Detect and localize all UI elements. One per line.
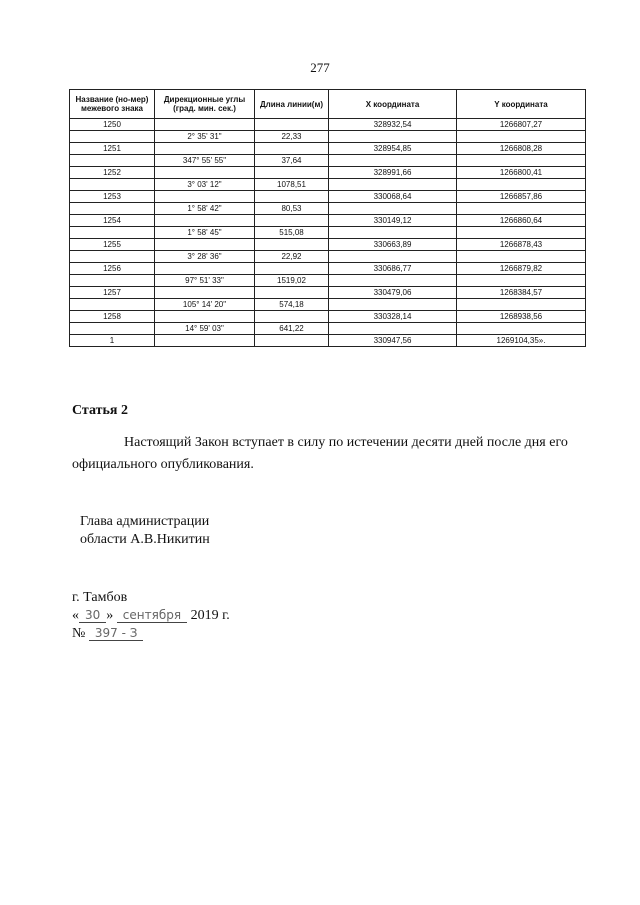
cell-x: 328991,66 xyxy=(329,167,457,179)
cell-length: 515,08 xyxy=(255,227,329,239)
table-row xyxy=(70,311,586,323)
cell-y xyxy=(457,155,586,167)
date-day: 30 xyxy=(79,608,106,623)
cell-x: 330328,14 xyxy=(329,311,457,323)
cell-name xyxy=(70,275,155,287)
cell-length: 1519,02 xyxy=(255,275,329,287)
cell-y xyxy=(457,227,586,239)
cell-x xyxy=(329,203,457,215)
cell-angle xyxy=(155,215,255,227)
cell-x xyxy=(329,299,457,311)
cell-y: 1266879,82 xyxy=(457,263,586,275)
table-row xyxy=(70,263,586,275)
cell-y: 1266860,64 xyxy=(457,215,586,227)
cell-y xyxy=(457,131,586,143)
article-title: Статья 2 xyxy=(72,403,128,418)
table-header-row xyxy=(70,90,586,119)
cell-angle: 3° 03' 12" xyxy=(155,179,255,191)
coordinates-table xyxy=(69,89,586,347)
cell-angle xyxy=(155,167,255,179)
cell-length: 1078,51 xyxy=(255,179,329,191)
cell-name xyxy=(70,323,155,335)
table-row xyxy=(70,227,586,239)
table-row xyxy=(70,155,586,167)
cell-name: 1255 xyxy=(70,239,155,251)
table-row xyxy=(70,239,586,251)
cell-name: 1250 xyxy=(70,119,155,131)
cell-name: 1252 xyxy=(70,167,155,179)
page-number: 277 xyxy=(310,60,330,75)
cell-name xyxy=(70,227,155,239)
signature-line-2: области А.В.Никитин xyxy=(80,532,210,547)
table-row xyxy=(70,275,586,287)
cell-x xyxy=(329,179,457,191)
cell-length: 80,53 xyxy=(255,203,329,215)
cell-angle: 2° 35' 31" xyxy=(155,131,255,143)
cell-name: 1254 xyxy=(70,215,155,227)
law-number: 397 - З xyxy=(89,626,144,641)
cell-name: 1256 xyxy=(70,263,155,275)
cell-y: 1269104,35». xyxy=(457,335,586,347)
cell-length: 37,64 xyxy=(255,155,329,167)
cell-angle: 105° 14' 20" xyxy=(155,299,255,311)
cell-name xyxy=(70,131,155,143)
cell-length xyxy=(255,215,329,227)
cell-name xyxy=(70,251,155,263)
quote-open: « xyxy=(72,608,79,623)
table-row xyxy=(70,131,586,143)
cell-name: 1258 xyxy=(70,311,155,323)
cell-length: 574,18 xyxy=(255,299,329,311)
table-row xyxy=(70,215,586,227)
quote-close: » xyxy=(106,608,114,623)
cell-x: 328932,54 xyxy=(329,119,457,131)
table-row xyxy=(70,287,586,299)
cell-length: 641,22 xyxy=(255,323,329,335)
cell-name: 1253 xyxy=(70,191,155,203)
cell-length: 22,33 xyxy=(255,131,329,143)
cell-name xyxy=(70,179,155,191)
cell-y xyxy=(457,203,586,215)
cell-angle xyxy=(155,335,255,347)
cell-y: 1266807,27 xyxy=(457,119,586,131)
cell-x: 330947,56 xyxy=(329,335,457,347)
cell-length xyxy=(255,335,329,347)
cell-x xyxy=(329,275,457,287)
cell-length xyxy=(255,287,329,299)
cell-length xyxy=(255,263,329,275)
cell-angle xyxy=(155,191,255,203)
cell-y xyxy=(457,251,586,263)
cell-name: 1257 xyxy=(70,287,155,299)
signature-line-1: Глава администрации xyxy=(80,514,210,529)
cell-angle xyxy=(155,143,255,155)
cell-length xyxy=(255,167,329,179)
table-row xyxy=(70,143,586,155)
cell-angle xyxy=(155,263,255,275)
cell-angle xyxy=(155,119,255,131)
cell-y: 1268938,56 xyxy=(457,311,586,323)
cell-name: 1251 xyxy=(70,143,155,155)
cell-name xyxy=(70,155,155,167)
cell-angle: 1° 58' 42" xyxy=(155,203,255,215)
cell-length xyxy=(255,239,329,251)
cell-angle xyxy=(155,311,255,323)
cell-x xyxy=(329,131,457,143)
cell-length xyxy=(255,191,329,203)
cell-angle: 347° 55' 55" xyxy=(155,155,255,167)
table-row xyxy=(70,323,586,335)
city: г. Тамбов xyxy=(72,590,128,605)
cell-x: 328954,85 xyxy=(329,143,457,155)
cell-y xyxy=(457,323,586,335)
table-row xyxy=(70,335,586,347)
header-name: Название (но-мер) межевого знака xyxy=(70,90,155,119)
cell-x xyxy=(329,155,457,167)
cell-angle xyxy=(155,239,255,251)
cell-x: 330686,77 xyxy=(329,263,457,275)
cell-length xyxy=(255,143,329,155)
table-row xyxy=(70,251,586,263)
number-line xyxy=(72,625,230,643)
cell-length xyxy=(255,119,329,131)
cell-name: 1 xyxy=(70,335,155,347)
header-length: Длина линии(м) xyxy=(255,90,329,119)
cell-angle: 14° 59' 03" xyxy=(155,323,255,335)
cell-name xyxy=(70,203,155,215)
table-row xyxy=(70,119,586,131)
article-text: Настоящий Закон вступает в силу по истечении десяти дней после дня его официального опубликования. xyxy=(72,435,568,472)
cell-x xyxy=(329,227,457,239)
date-line xyxy=(72,607,230,625)
cell-length: 22,92 xyxy=(255,251,329,263)
cell-angle xyxy=(155,287,255,299)
place-date-block xyxy=(72,589,230,643)
cell-x xyxy=(329,251,457,263)
table-row xyxy=(70,167,586,179)
cell-angle: 97° 51' 33" xyxy=(155,275,255,287)
number-prefix: № xyxy=(72,626,86,641)
cell-x xyxy=(329,323,457,335)
cell-angle: 1° 58' 45" xyxy=(155,227,255,239)
header-x: X координата xyxy=(329,90,457,119)
cell-x: 330068,64 xyxy=(329,191,457,203)
cell-angle: 3° 28' 36" xyxy=(155,251,255,263)
table-row xyxy=(70,203,586,215)
header-y: Y координата xyxy=(457,90,586,119)
cell-y: 1268384,57 xyxy=(457,287,586,299)
date-month: сентября xyxy=(117,608,187,623)
cell-name xyxy=(70,299,155,311)
cell-y: 1266857,86 xyxy=(457,191,586,203)
cell-x: 330663,89 xyxy=(329,239,457,251)
cell-length xyxy=(255,311,329,323)
signature-block xyxy=(80,513,210,549)
table-row xyxy=(70,191,586,203)
cell-y xyxy=(457,275,586,287)
date-year: 2019 г. xyxy=(190,608,230,623)
cell-y xyxy=(457,299,586,311)
cell-x: 330479,06 xyxy=(329,287,457,299)
table-row xyxy=(70,179,586,191)
cell-y: 1266808,28 xyxy=(457,143,586,155)
cell-y: 1266800,41 xyxy=(457,167,586,179)
cell-y xyxy=(457,179,586,191)
table-row xyxy=(70,299,586,311)
header-angle: Дирекционные углы (град. мин. сек.) xyxy=(155,90,255,119)
cell-y: 1266878,43 xyxy=(457,239,586,251)
cell-x: 330149,12 xyxy=(329,215,457,227)
